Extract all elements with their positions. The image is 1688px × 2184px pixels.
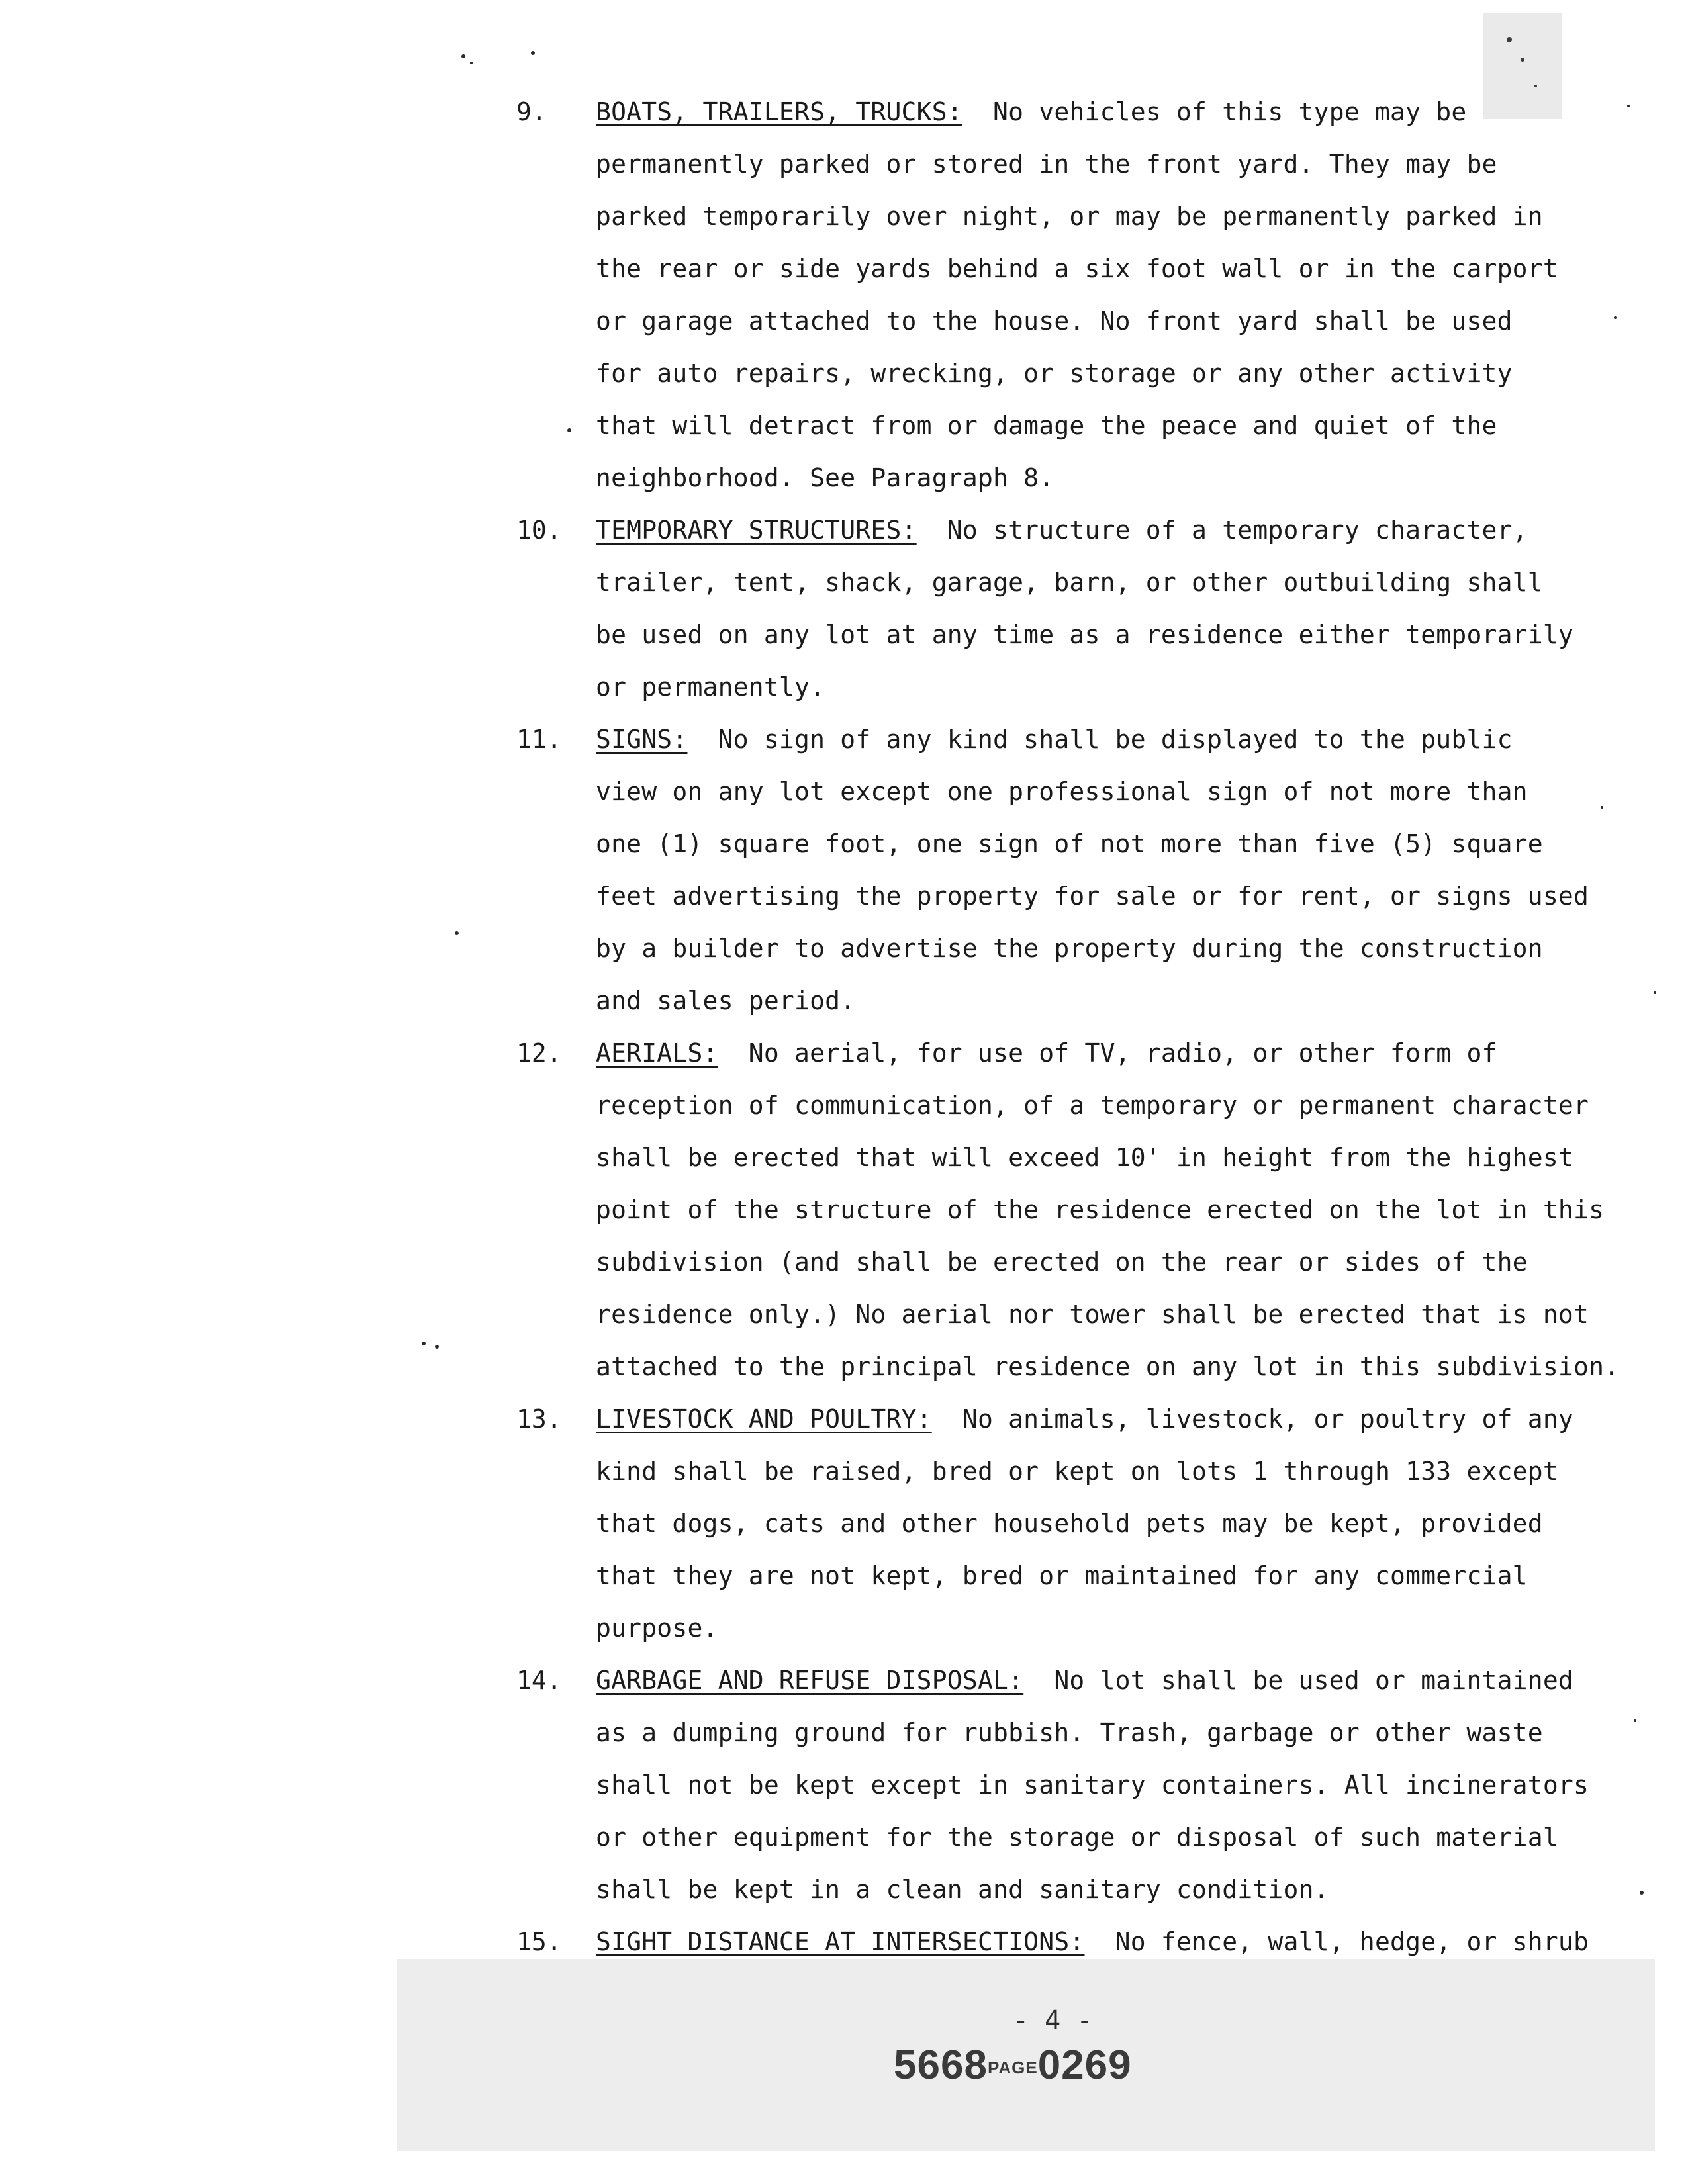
paragraph-11 bbox=[516, 713, 1642, 1027]
paragraph-number: 14. bbox=[516, 1666, 562, 1695]
paragraph-heading: TEMPORARY STRUCTURES: bbox=[596, 516, 917, 545]
paragraph-line: attached to the principal residence on any lot in this subdivision. bbox=[596, 1352, 1620, 1381]
paragraph-line: one (1) square foot, one sign of not more than five (5) square bbox=[596, 829, 1543, 858]
paragraph-line: purpose. bbox=[596, 1614, 718, 1643]
paragraph-line: feet advertising the property for sale or for rent, or signs used bbox=[596, 882, 1589, 911]
paragraph-line: or other equipment for the storage or disposal of such material bbox=[596, 1823, 1558, 1852]
line-text: No aerial, for use of TV, radio, or other form of bbox=[748, 1038, 1497, 1068]
recording-stamp bbox=[894, 2042, 1132, 2089]
paragraph-number: 12. bbox=[516, 1038, 562, 1068]
paragraph-heading: GARBAGE AND REFUSE DISPOSAL: bbox=[596, 1666, 1024, 1695]
paragraph-line: that will detract from or damage the peace and quiet of the bbox=[596, 411, 1497, 440]
paragraph-15 bbox=[516, 1916, 1642, 1968]
paragraph-number: 13. bbox=[516, 1404, 562, 1433]
paragraph-line: that dogs, cats and other household pets may be kept, provided bbox=[596, 1509, 1543, 1538]
record-page-number: 0269 bbox=[1037, 2042, 1132, 2088]
paragraph-line: kind shall be raised, bred or kept on lots 1 through 133 except bbox=[596, 1457, 1558, 1486]
record-book-number: 5668 bbox=[894, 2042, 988, 2088]
line-text: No lot shall be used or maintained bbox=[1054, 1666, 1573, 1695]
paragraph-heading: SIGHT DISTANCE AT INTERSECTIONS: bbox=[596, 1927, 1085, 1956]
paragraph-body bbox=[596, 1916, 1628, 1968]
paragraph-line: trailer, tent, shack, garage, barn, or other outbuilding shall bbox=[596, 568, 1543, 597]
paragraph-line bbox=[596, 1655, 1628, 1707]
paragraph-line: be used on any lot at any time as a residence either temporarily bbox=[596, 620, 1573, 649]
paragraph-line: neighborhood. See Paragraph 8. bbox=[596, 463, 1055, 492]
paragraph-heading: AERIALS: bbox=[596, 1038, 718, 1068]
paragraph-line: shall be kept in a clean and sanitary condition. bbox=[596, 1875, 1329, 1904]
paragraph-line: the rear or side yards behind a six foot wall or in the carport bbox=[596, 254, 1558, 283]
line-text: No animals, livestock, or poultry of any bbox=[962, 1404, 1573, 1433]
paragraph-line: residence only.) No aerial nor tower shall be erected that is not bbox=[596, 1300, 1589, 1329]
record-page-label: PAGE bbox=[987, 2058, 1038, 2078]
line-text: No vehicles of this type may be bbox=[993, 97, 1467, 126]
paragraph-number: 9. bbox=[516, 97, 547, 126]
paragraph-line: parked temporarily over night, or may be permanently parked in bbox=[596, 202, 1543, 231]
paragraph-heading: SIGNS: bbox=[596, 725, 688, 754]
paragraph-body bbox=[596, 86, 1628, 504]
line-text: No fence, wall, hedge, or shrub bbox=[1115, 1927, 1589, 1956]
paragraph-line bbox=[596, 504, 1628, 557]
paragraph-number: 11. bbox=[516, 725, 562, 754]
paragraph-line: that they are not kept, bred or maintained for any commercial bbox=[596, 1561, 1528, 1590]
paragraph-line: reception of communication, of a temporary or permanent character bbox=[596, 1091, 1589, 1120]
document-page bbox=[516, 86, 1642, 1968]
paragraph-line bbox=[596, 86, 1628, 138]
paragraph-number: 15. bbox=[516, 1927, 562, 1956]
paragraph-line: for auto repairs, wrecking, or storage or any other activity bbox=[596, 359, 1513, 388]
paragraph-body bbox=[596, 1027, 1628, 1393]
paragraph-line: point of the structure of the residence erected on the lot in this bbox=[596, 1195, 1605, 1224]
paragraph-line: subdivision (and shall be erected on the rear or sides of the bbox=[596, 1248, 1528, 1277]
paragraph-line: by a builder to advertise the property during the construction bbox=[596, 934, 1543, 963]
paragraph-12 bbox=[516, 1027, 1642, 1393]
paragraph-line: as a dumping ground for rubbish. Trash, garbage or other waste bbox=[596, 1718, 1543, 1747]
line-text: No structure of a temporary character, bbox=[947, 516, 1528, 545]
paragraph-line: permanently parked or stored in the front yard. They may be bbox=[596, 150, 1497, 179]
paragraph-heading: LIVESTOCK AND POULTRY: bbox=[596, 1404, 932, 1433]
paragraph-line: view on any lot except one professional sign of not more than bbox=[596, 777, 1528, 806]
paragraph-heading: BOATS, TRAILERS, TRUCKS: bbox=[596, 97, 962, 126]
paragraph-line: or garage attached to the house. No front yard shall be used bbox=[596, 306, 1513, 336]
paragraph-line: or permanently. bbox=[596, 672, 825, 702]
paragraph-line bbox=[596, 1393, 1628, 1445]
paragraph-body bbox=[596, 1655, 1628, 1916]
paragraph-9 bbox=[516, 86, 1642, 504]
paragraph-line: shall be erected that will exceed 10' in height from the highest bbox=[596, 1143, 1573, 1172]
paragraph-10 bbox=[516, 504, 1642, 713]
paragraph-line: and sales period. bbox=[596, 986, 856, 1015]
paragraph-line: shall not be kept except in sanitary containers. All incinerators bbox=[596, 1770, 1589, 1799]
paragraph-13 bbox=[516, 1393, 1642, 1655]
paragraph-body bbox=[596, 1393, 1628, 1655]
paragraph-line bbox=[596, 713, 1628, 766]
paragraph-line bbox=[596, 1916, 1628, 1968]
paragraph-line bbox=[596, 1027, 1628, 1079]
paragraph-body bbox=[596, 713, 1628, 1027]
paragraph-body bbox=[596, 504, 1628, 713]
paragraph-14 bbox=[516, 1655, 1642, 1916]
page-number: - 4 - bbox=[1013, 2005, 1093, 2036]
line-text: No sign of any kind shall be displayed to the public bbox=[718, 725, 1513, 754]
paragraph-number: 10. bbox=[516, 516, 562, 545]
